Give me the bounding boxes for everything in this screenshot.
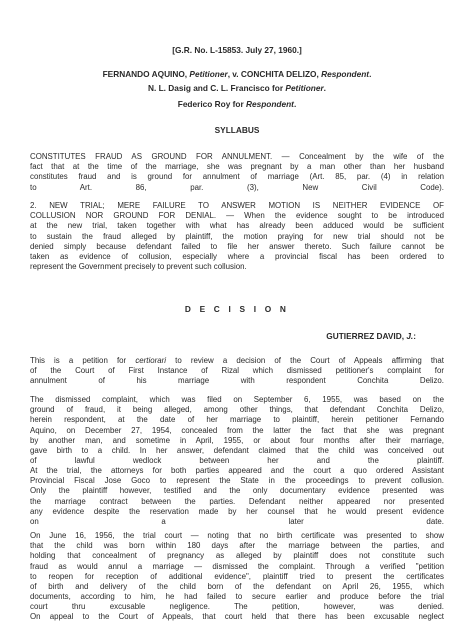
text-fragment: This is a petition for <box>30 356 136 365</box>
text-line: herein respondent, at the date of her marriage to plaintiff, herein petitioner Fernando <box>30 415 444 425</box>
case-parties <box>30 69 444 79</box>
syllabus-heading: SYLLABUS <box>214 125 260 135</box>
parties-part-5: . <box>369 69 372 79</box>
text-line: 2. NEW TRIAL; MERE FAILURE TO ANSWER MOTION IS NEITHER EVIDENCE OF <box>30 201 444 210</box>
text-line: fraud as would annul a marriage — dismissed the complaint. Through a verified "petition <box>30 561 444 571</box>
text-line: COLLUSION NOR GROUND FOR DENIAL. — When the evidence sought to be introduced <box>30 211 444 221</box>
ponente-colon: : <box>413 331 416 341</box>
decision-paragraph-5 <box>30 612 444 622</box>
text-line: CONSTITUTES FRAUD AS GROUND FOR ANNULMENT. — Concealment by the wife of the <box>30 152 444 161</box>
parties-part-3: , v. CONCHITA DELIZO, <box>227 69 322 79</box>
text-line: at the new trial, taken together with what has already been adduced would be sufficient <box>30 221 444 231</box>
text-line: holding that concealment of pregnancy as alleged by plaintiff does not constitute such <box>30 551 444 561</box>
text-line: ground of fraud, it being alleged, among other things, that defendant Conchita Delizo, <box>30 405 444 415</box>
counsel2-part-2: Respondent <box>245 99 294 109</box>
text-line: fact that at the time of the marriage, she was pregnant by a man other than her husband <box>30 162 444 172</box>
text-line: On appeal to the Court of Appeals, that court held that there has been excusable neglect <box>30 612 444 621</box>
counsel-petitioner <box>30 83 444 93</box>
decision-paragraph-2 <box>30 395 444 466</box>
text-line: annulment of his marriage with respondent Conchita Delizo. <box>30 376 444 386</box>
counsel-part-2: Petitioner <box>285 83 324 93</box>
text-line: any evidence despite the reservation made by her counsel that he would present evidence <box>30 506 444 516</box>
text-line: constitutes fraud and is ground for annulment of marriage (Art. 85, par. (4) in relation <box>30 172 444 182</box>
text-line: of the Court of First Instance of Rizal which dismissed petitioner's complaint for <box>30 366 444 376</box>
ponente <box>326 331 416 341</box>
text-fragment-italic: certiorari <box>135 356 167 365</box>
decision-heading: D E C I S I O N <box>184 304 290 314</box>
text-line: documents, according to him, he had failed to secure earlier and produce before the trial <box>30 592 444 602</box>
case-number: [G.R. No. L-15853. July 27, 1960.] <box>172 45 302 55</box>
ponente-name: GUTIERREZ DAVID, <box>326 331 407 341</box>
text-line: On June 16, 1956, the trial court — noting that no birth certificate was presented to show <box>30 531 444 540</box>
text-line: the marriage contract between the parties. Defendant neither appeared nor presented <box>30 496 444 506</box>
decision-paragraph-3 <box>30 466 444 527</box>
syllabus-paragraph-2 <box>30 201 444 272</box>
counsel-part-1: N. L. Dasig and C. L. Francisco for <box>148 83 286 93</box>
text-line: taken as evidence of collusion, especially where a provincial fiscal has been ordered to <box>30 251 444 261</box>
text-line: Provincial Fiscal Jose Goco to represent the State in the proceedings to prevent collusion. <box>30 476 444 486</box>
counsel2-part-3: . <box>293 99 297 109</box>
parties-part-1: FERNANDO AQUINO, <box>102 69 190 79</box>
counsel2-part-1: Federico Roy for <box>177 99 246 109</box>
text-line <box>30 356 444 366</box>
text-line: The dismissed complaint, which was filed on September 6, 1955, was based on the <box>30 395 444 404</box>
text-line: to sustain the fraud alleged by plaintiff, the motion praying for new trial should not be <box>30 231 444 241</box>
text-line: to reopen for reception of additional evidence", plaintiff tried to present the certificates <box>30 571 444 581</box>
text-line: represent the Government precisely to prevent such collusion. <box>30 262 247 272</box>
parties-part-4: Respondent <box>321 69 370 79</box>
text-line: of lawful wedlock between her and the plaintiff. <box>30 456 444 466</box>
text-line: Aquino, on December 27, 1954, concealed from the latter the fact that she was pregnant <box>30 425 444 435</box>
text-line: by another man, and sometime in April, 1955, or about four months after their marriage, <box>30 435 444 445</box>
decision-paragraph-1 <box>30 356 444 387</box>
syllabus-paragraph-1 <box>30 152 444 193</box>
text-line: on a later date. <box>30 516 444 526</box>
text-line: At the trial, the attorneys for both parties appeared and the court a quo ordered Assistant <box>30 466 444 475</box>
text-line: Only the plaintiff however, testified and the only documentary evidence presented was <box>30 486 444 496</box>
counsel-part-3: . <box>323 83 326 93</box>
text-line: that the child was born within 180 days after the marriage between the parties, and <box>30 541 444 551</box>
counsel-respondent <box>30 99 444 109</box>
text-line: gave birth to a child. In her answer, defendant claimed that the child was conceived out <box>30 445 444 455</box>
text-fragment: to review a decision of the Court of Appeals affirming that <box>166 356 444 365</box>
text-line: of birth and delivery of the child born of the defendant on April 26, 1955, which <box>30 581 444 591</box>
text-line: to Art. 86, par. (3), New Civil Code). <box>30 182 444 192</box>
text-line: court thru excusable negligence. The petition, however, was denied. <box>30 602 444 612</box>
decision-paragraph-4 <box>30 531 444 613</box>
text-line: denied simply because defendant failed to file her answer thereto. Such failure cannot be <box>30 241 444 251</box>
parties-part-2: Petitioner <box>189 69 228 79</box>
ponente-title: J. <box>406 331 414 341</box>
